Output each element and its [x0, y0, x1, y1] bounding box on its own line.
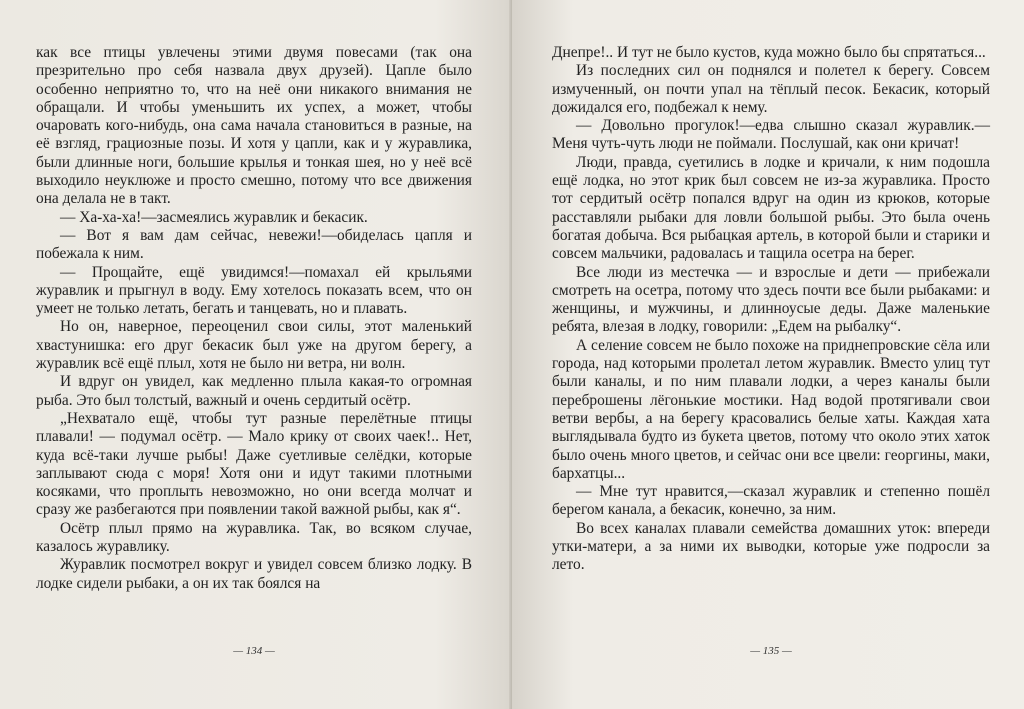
paragraph: как все птицы увлечены этими двумя повесами (так она презрительно про себя назвала двух друзей). Цапле было особенно неприятно то, что на неё они никакого внимания не обращали. И чтобы уменьшить их успех, а может, чтобы очаровать кого-нибудь, она сама начала становиться в разные, на её взгляд, грациозные позы. И хотя у цапли, как и у журавлика, были длинные ноги, большие крылья и тонкая шея, но у неё всё выходило неуклюже и просто смешно, потому что все движения она делала не в такт.: [36, 44, 472, 208]
paragraph: Во всех каналах плавали семейства домашних уток: впереди утки-матери, а за ними их выводки, которые уже подросли за лето.: [552, 519, 990, 574]
left-page-text: [36, 44, 472, 593]
right-page-text: [552, 44, 990, 575]
paragraph: Днепре!.. И тут не было кустов, куда можно было бы спрятаться...: [552, 44, 986, 61]
paragraph: — Довольно прогулок!—едва слышно сказал журавлик.—Меня чуть-чуть люди не поймали. Послушай, как они кричат!: [552, 117, 990, 153]
paragraph: Все люди из местечка — и взрослые и дети — прибежали смотреть на осетра, потому что здесь почти все были рыбаками: и женщины, и мужчины, и длинноусые деды. Даже маленькие ребята, влезая в лодку, говорили: „Едем на рыбалку“.: [552, 263, 990, 336]
paragraph: И вдруг он увидел, как медленно плыла какая-то огромная рыба. Это был толстый, важный и очень сердитый осётр.: [36, 373, 472, 409]
paragraph: Люди, правда, суетились в лодке и кричали, к ним подошла ещё лодка, но этот крик был совсем не из-за журавлика. Просто тот сердитый осётр попался вдруг на один из крюков, которые расставляли рыбаки для ловли большой рыбы. Это была очень богатая добыча. Вся рыбацкая артель, в которой были и старики и совсем мальчики, радовалась и тащила осетра на берег.: [552, 153, 990, 263]
paragraph: „Нехватало ещё, чтобы тут разные перелётные птицы плавали! — подумал осётр. — Мало крику от своих чаек!.. Нет, куда всё-таки лучше рыбы! Даже суетливые селёдки, которые заплывают сюда с моря! Хотя они и идут такими плотными косяками, что проплыть невозможно, но они всегда молчат и сразу же разбегаются при появлении такой важной рыбы, как я“.: [36, 409, 472, 519]
paragraph: Но он, наверное, переоценил свои силы, этот маленький хвастунишка: его друг бекасик был уже на другом берегу, а журавлик всё ещё плыл, хотя не было ни ветра, ни волн.: [36, 318, 472, 373]
paragraph: — Ха-ха-ха!—засмеялись журавлик и бекасик.: [60, 208, 368, 226]
paragraph: Из последних сил он поднялся и полетел к берегу. Совсем измученный, он почти упал на тёплый песок. Бекасик, который дожидался его, подбежал к нему.: [552, 62, 990, 116]
paragraph: Журавлик посмотрел вокруг и увидел совсем близко лодку. В лодке сидели рыбаки, а он их так боялся на: [36, 556, 472, 592]
paragraph: — Вот я вам дам сейчас, невежи!—обиделась цапля и побежала к ним.: [36, 226, 472, 263]
paragraph: — Мне тут нравится,—сказал журавлик и степенно пошёл берегом канала, а бекасик, конечно, за ним.: [552, 483, 990, 519]
paragraph: Осётр плыл прямо на журавлика. Так, во всяком случае, казалось журавлику.: [36, 519, 472, 556]
page-number: — 134 —: [233, 645, 275, 657]
right-page: [512, 0, 1024, 709]
paragraph: — Прощайте, ещё увидимся!—помахал ей крыльями журавлик и прыгнул в воду. Ему хотелось показать всем, что он умеет не только летать, бегать и танцевать, но и плавать.: [36, 263, 472, 318]
paragraph: А селение совсем не было похоже на приднепровские сёла или города, над которыми пролетал летом журавлик. Вместо улиц тут были каналы, и по ним плавали лодки, а через каналы были переброшены лёгонькие мостики. Над водой протягивали свои ветви вербы, а на берегу красовались белые хаты. Каждая хата выглядывала будто из букета цветов, потому что около этих хаток было очень много цветов, и сейчас они все цвели: георгины, маки, бархатцы...: [552, 336, 990, 482]
page-number: — 135 —: [750, 645, 792, 657]
